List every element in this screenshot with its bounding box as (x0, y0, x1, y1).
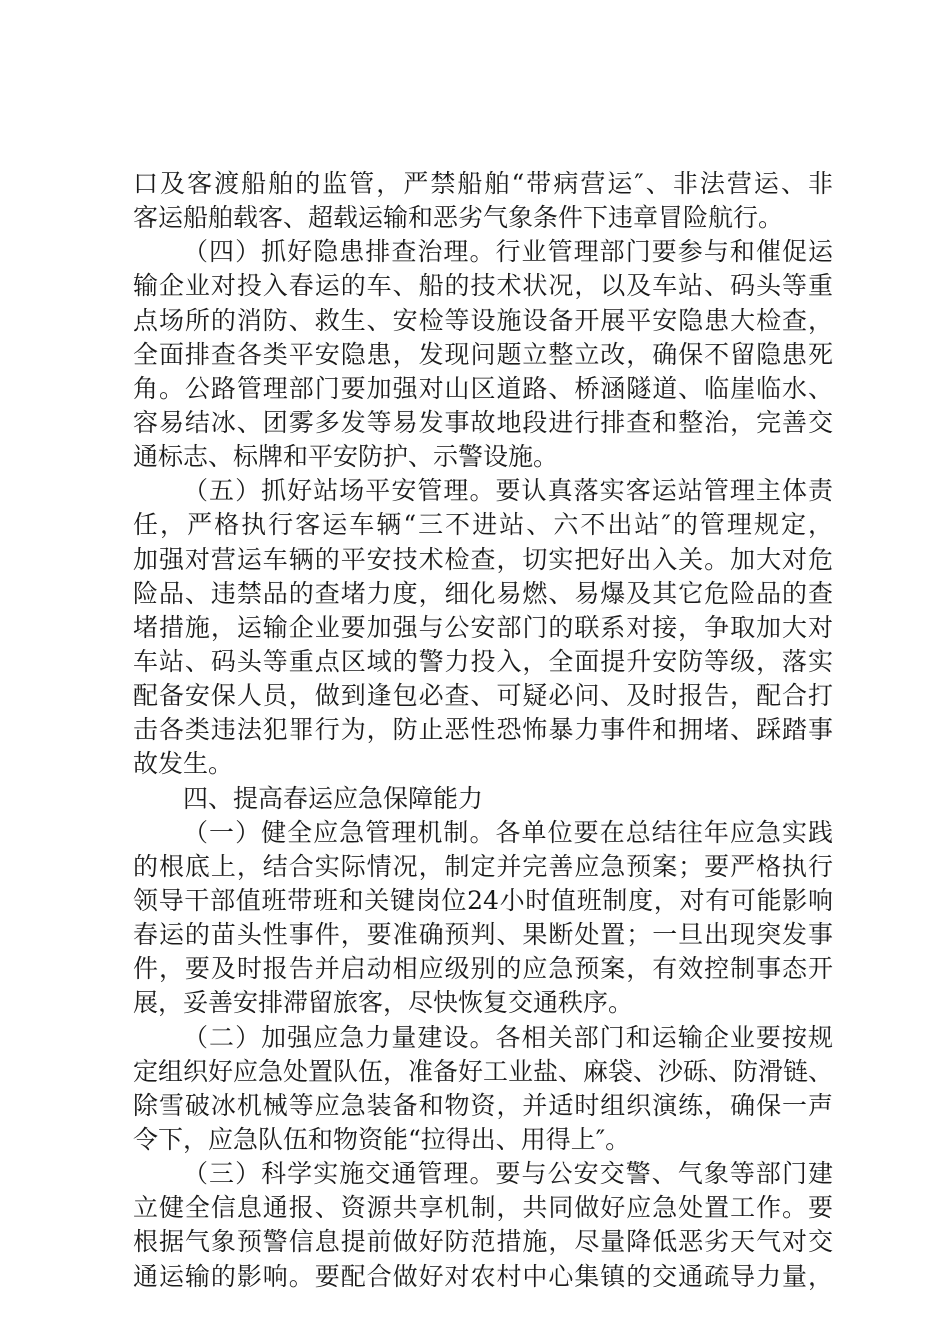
text-line: 通标志、标牌和平安防护、示警设施。 (133, 442, 559, 472)
text-line: 堵措施，运输企业要加强与公安部门的联系对接，争取加大对 (133, 612, 833, 642)
text-line: 全面排查各类平安隐患，发现问题立整立改，确保不留隐患死 (133, 339, 833, 369)
text-line: 客运船舶载客、超载运输和恶劣气象条件下违章冒险航行。 (133, 203, 784, 233)
text-line: 通运输的影响。要配合做好对农村中心集镇的交通疏导力量， (133, 1261, 833, 1291)
paragraph-heading-5: （五）抓好站场平安管理。要认真落实客运站管理主体责 (183, 476, 833, 506)
text-line: 车站、码头等重点区域的警力投入，全面提升安防等级，落实 (133, 646, 833, 676)
text-line: 件，要及时报告并启动相应级别的应急预案，有效控制事态开 (133, 954, 833, 984)
text-line: 定组织好应急处置队伍，准备好工业盐、麻袋、沙砾、防滑链、 (133, 1056, 834, 1086)
text-line: 立健全信息通报、资源共享机制，共同做好应急处置工作。要 (133, 1193, 833, 1223)
text-line: 故发生。 (133, 749, 234, 779)
text-line: 展，妥善安排滞留旅客，尽快恢复交通秩序。 (133, 988, 634, 1018)
text-line: 口及客渡船舶的监管，严禁船舶“带病营运″、非法营运、非 (133, 169, 833, 198)
text-line: 任，严格执行客运车辆“三不进站、六不出站″的管理规定， (133, 510, 833, 540)
text-line: 令下，应急队伍和物资能“拉得出、用得上″。 (133, 1124, 631, 1154)
paragraph-heading-3: （三）科学实施交通管理。要与公安交警、气象等部门建 (183, 1159, 833, 1189)
text-line: 配备安保人员，做到逢包必查、可疑必问、及时报告，配合打 (133, 681, 833, 711)
text-line: 输企业对投入春运的车、船的技术状况，以及车站、码头等重 (133, 271, 833, 301)
text-line: 击各类违法犯罪行为，防止恶性恐怖暴力事件和拥堵、踩踏事 (133, 715, 833, 745)
paragraph-heading-1: （一）健全应急管理机制。各单位要在总结往年应急实践 (183, 817, 833, 847)
text-line: 领导干部值班带班和关键岗位24小时值班制度，对有可能影响 (133, 885, 833, 915)
text-line: 角。公路管理部门要加强对山区道路、桥涵隧道、临崖临水、 (133, 373, 833, 403)
body-text (133, 167, 833, 1294)
paragraph-heading-2: （二）加强应急力量建设。各相关部门和运输企业要按规 (183, 1022, 833, 1052)
text-line: 的根底上，结合实际情况，制定并完善应急预案；要严格执行 (133, 851, 833, 881)
text-line: 春运的苗头性事件，要准确预判、果断处置；一旦出现突发事 (133, 920, 833, 950)
paragraph-heading-4: （四）抓好隐患排查治理。行业管理部门要参与和催促运 (183, 237, 833, 267)
section-heading: 四、提高春运应急保障能力 (183, 783, 484, 813)
text-line: 险品、违禁品的查堵力度，细化易燃、易爆及其它危险品的查 (133, 578, 833, 608)
text-line: 根据气象预警信息提前做好防范措施，尽量降低恶劣天气对交 (133, 1227, 833, 1257)
text-line: 除雪破冰机械等应急装备和物资，并适时组织演练，确保一声 (133, 1090, 833, 1120)
text-line: 加强对营运车辆的平安技术检查，切实把好出入关。加大对危 (133, 544, 833, 574)
text-line: 点场所的消防、救生、安检等设施设备开展平安隐患大检查， (133, 305, 833, 335)
text-line: 容易结冰、团雾多发等易发事故地段进行排查和整治，完善交 (133, 407, 833, 437)
